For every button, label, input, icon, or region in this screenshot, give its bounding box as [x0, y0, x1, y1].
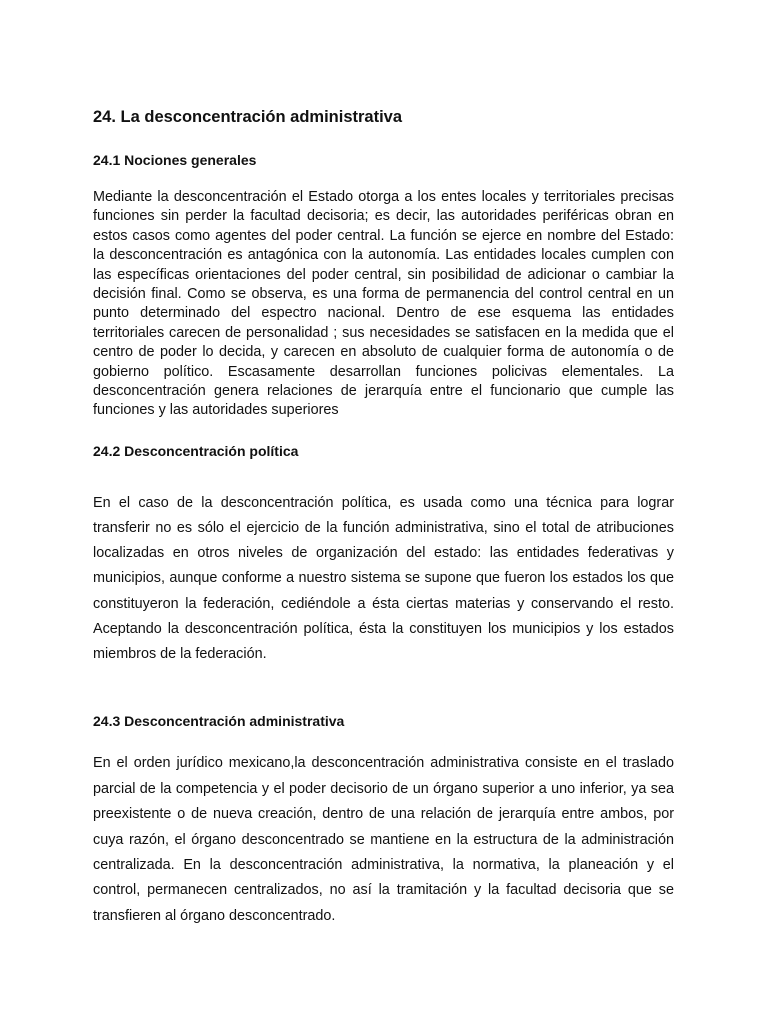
section-heading-desconcentracion-politica: 24.2 Desconcentración política: [93, 442, 299, 459]
section-heading-nociones-generales: 24.1 Nociones generales: [93, 152, 257, 168]
section-heading-desconcentracion-administrativa: 24.3 Desconcentración administrativa: [93, 713, 345, 730]
section-body-desconcentracion-administrativa: En el orden jurídico mexicano,la desconcentración administrativa consiste en el traslado parcial de la competencia y el poder decisorio de un órgano superior a uno inferior, ya sea preexistente o de nueva creación, dentro de una relación de jerarquía entre ambos, por cuya razón, el órgano desconcentrado se mantiene en la estructura de la administración centralizada. En la desconcentración administrativa, la normativa, la planeación y el control, permanecen centralizados, no así la tramitación y la facultad decisoria que se transfieren al órgano desconcentrado.: [93, 755, 674, 924]
document-page: [93, 106, 674, 929]
section-body-desconcentracion-politica: En el caso de la desconcentración política, es usada como una técnica para lograr transferir no es sólo el ejercicio de la función administrativa, sino el total de atribuciones localizadas en otros niveles de organización del estado: las entidades federativas y municipios, aunque conforme a nuestro sistema se supone que fueron los estados los que constituyeron la federación, cediéndole a ésta ciertas materias y conservando el resto. Aceptando la desconcentración política, ésta la constituyen los municipios y los estados miembros de la federación.: [93, 494, 674, 663]
section-body-nociones-generales: Mediante la desconcentración el Estado otorga a los entes locales y territoriales precisas funciones sin perder la facultad decisoria; es decir, las autoridades periféricas obran en estos casos como agentes del poder central. La función se ejerce en nombre del Estado: la desconcentración es antagónica con la autonomía. Las entidades locales cumplen con las específicas orientaciones del poder central, sin posibilidad de adicionar o cambiar la decisión final. Como se observa, es una forma de permanencia del control central en un punto determinado del espectro nacional. Dentro de ese esquema las entidades territoriales carecen de personalidad ; sus necesidades se satisfacen en la medida que el centro de poder lo decida, y carecen en absoluto de cualquier forma de autonomía o de gobierno político. Escasamente desarrollan funciones policivas elementales. La desconcentración genera relaciones de jerarquía entre el funcionario que cumple las funciones y las autoridades superiores: [93, 189, 674, 419]
document-title: 24. La desconcentración administrativa: [93, 108, 403, 126]
